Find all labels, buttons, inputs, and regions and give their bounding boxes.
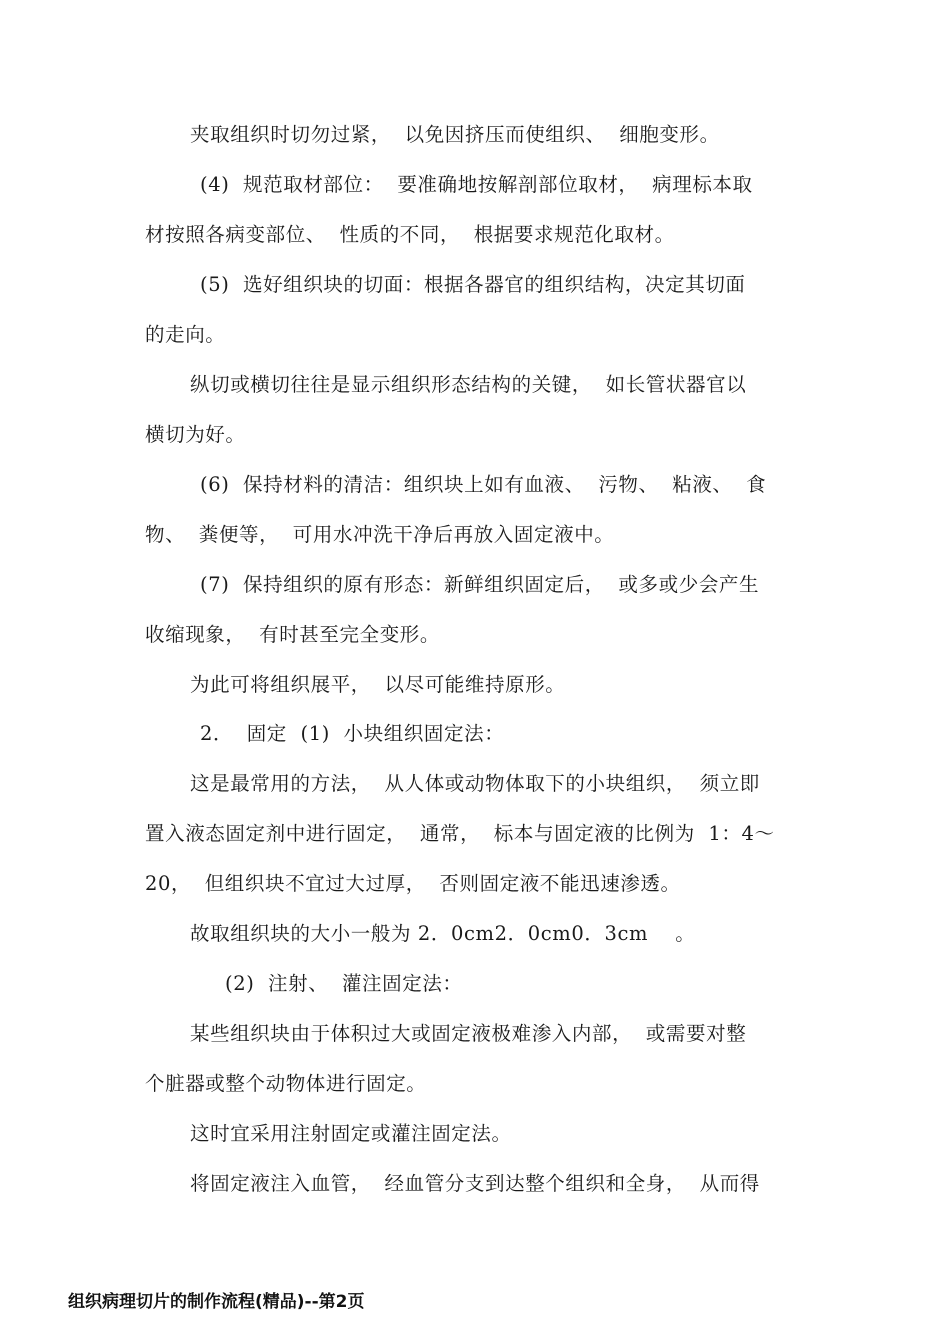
text-line-12: 为此可将组织展平， 以尽可能维持原形。 — [190, 673, 566, 696]
text-line-8: (6) 保持材料的清洁：组织块上如有血液、 污物、 粘液、 食 — [200, 473, 767, 496]
text-line-15: 置入液态固定剂中进行固定， 通常， 标本与固定液的比例为 1：4～ — [145, 822, 775, 845]
text-line-16: 20， 但组织块不宜过大过厚， 否则固定液不能迅速渗透。 — [145, 872, 681, 895]
text-line-13: 2． 固定 (1) 小块组织固定法： — [200, 722, 505, 745]
text-line-21: 这时宜采用注射固定或灌注固定法。 — [190, 1122, 512, 1145]
text-line-10: (7) 保持组织的原有形态：新鲜组织固定后， 或多或少会产生 — [200, 573, 760, 596]
text-line-19: 某些组织块由于体积过大或固定液极难渗入内部， 或需要对整 — [190, 1022, 747, 1045]
text-line-22: 将固定液注入血管， 经血管分支到达整个组织和全身， 从而得 — [190, 1172, 760, 1195]
text-line-9: 物、 粪便等， 可用水冲洗干净后再放入固定液中。 — [145, 523, 615, 546]
page-footer: 组织病理切片的制作流程(精品)--第2页 — [68, 1292, 365, 1312]
text-line-14: 这是最常用的方法， 从人体或动物体取下的小块组织， 须立即 — [190, 772, 760, 795]
text-line-2: (4) 规范取材部位： 要准确地按解剖部位取材， 病理标本取 — [200, 173, 753, 196]
text-line-20: 个脏器或整个动物体进行固定。 — [145, 1072, 427, 1095]
text-line-18: (2) 注射、 灌注固定法： — [225, 972, 463, 995]
text-line-1: 夹取组织时切勿过紧， 以免因挤压而使组织、 细胞变形。 — [190, 123, 720, 146]
text-line-5: 的走向。 — [145, 323, 226, 346]
text-line-7: 横切为好。 — [145, 423, 246, 446]
text-line-4: (5) 选好组织块的切面：根据各器官的组织结构，决定其切面 — [200, 273, 746, 296]
text-line-3: 材按照各病变部位、 性质的不同， 根据要求规范化取材。 — [145, 223, 675, 246]
text-line-17: 故取组织块的大小一般为 2．0cm2．0cm0．3cm 。 — [190, 922, 696, 945]
text-line-6: 纵切或横切往往是显示组织形态结构的关键， 如长管状器官以 — [190, 373, 747, 396]
text-line-11: 收缩现象， 有时甚至完全变形。 — [145, 623, 440, 646]
